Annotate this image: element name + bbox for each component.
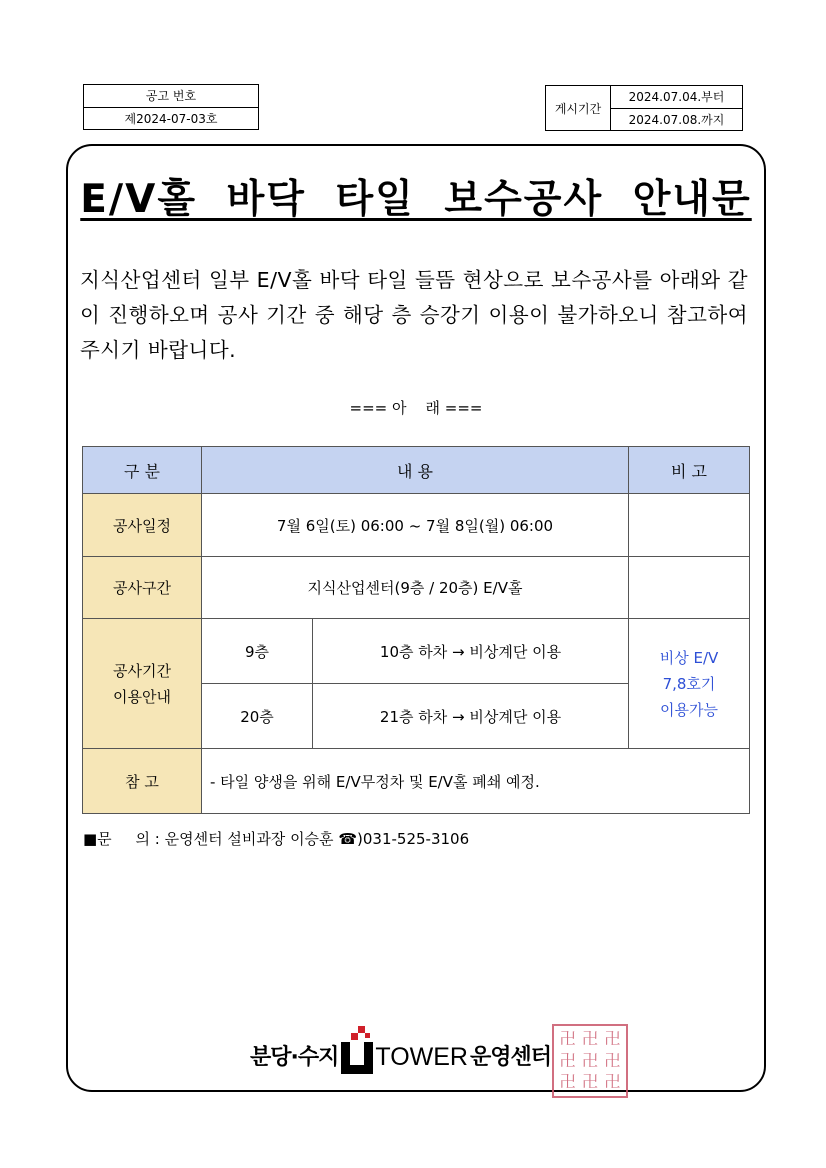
guide-floor-1: 9층 xyxy=(202,619,313,684)
section-note xyxy=(629,557,750,619)
section-value: 지식산업센터(9층 / 20층) E/V홀 xyxy=(202,557,629,619)
guide-note xyxy=(629,619,750,749)
inquiry-phone: ☎)031-525-3106 xyxy=(338,830,470,848)
footer-left-text: 분당·수지 xyxy=(250,1045,339,1070)
posting-period-to: 2024.07.08.까지 xyxy=(628,112,725,127)
guide-note-line3: 이용가능 xyxy=(660,700,718,719)
inquiry-dept: 운영센터 설비과장 이승훈 xyxy=(164,830,334,848)
header-note: 비 고 xyxy=(629,447,750,494)
guide-floor-2: 20층 xyxy=(202,684,313,749)
guide-label-line2: 이용안내 xyxy=(113,687,171,706)
table-row-reference xyxy=(83,749,750,814)
table-row-guide-1 xyxy=(83,619,750,684)
reference-label: 참 고 xyxy=(83,749,202,814)
inquiry-label: ■문 의 : xyxy=(83,830,160,848)
notice-title: E/V홀 바닥 타일 보수공사 안내문 xyxy=(80,177,752,222)
schedule-label: 공사일정 xyxy=(83,494,202,557)
official-seal-icon: 卍 卍 卍 卍 卍 卍 卍 卍 卍 xyxy=(552,1024,628,1098)
posting-period-box xyxy=(545,85,743,131)
table-row-section xyxy=(83,557,750,619)
footer-right-text: 운영센터 xyxy=(469,1045,551,1070)
intro-paragraph: 지식산업센터 일부 E/V홀 바닥 타일 들뜸 현상으로 보수공사를 아래와 같이 진행하오며 공사 기간 중 해당 층 승강기 이용이 불가하오니 참고하여 주시기 바랍니다. xyxy=(80,268,748,362)
guide-instruction-2: 21층 하차 → 비상계단 이용 xyxy=(313,684,629,749)
posting-period-label: 게시기간 xyxy=(546,86,611,130)
table-row-schedule xyxy=(83,494,750,557)
header-category: 구 분 xyxy=(83,447,202,494)
header-content: 내 용 xyxy=(202,447,629,494)
guide-note-line1: 비상 E/V xyxy=(659,648,719,667)
notice-number-label: 공고 번호 xyxy=(84,85,258,108)
u-logo-icon xyxy=(341,1026,373,1074)
footer-signature xyxy=(250,1018,551,1074)
posting-period-from: 2024.07.04.부터 xyxy=(611,86,742,109)
footer-brand-text: TOWER xyxy=(375,1043,468,1071)
posting-period-dates xyxy=(611,86,742,130)
section-marker: === 아 래 === xyxy=(349,399,483,417)
info-table xyxy=(82,446,750,814)
notice-number-box xyxy=(83,84,259,130)
guide-label xyxy=(83,619,202,749)
reference-value: - 타일 양생을 위해 E/V무정차 및 E/V홀 폐쇄 예정. xyxy=(202,749,750,814)
guide-label-line1: 공사기간 xyxy=(113,661,171,680)
table-header-row xyxy=(83,447,750,494)
notice-number-value: 제2024-07-03호 xyxy=(124,112,218,126)
schedule-note xyxy=(629,494,750,557)
schedule-value: 7월 6일(토) 06:00 ~ 7월 8일(월) 06:00 xyxy=(202,494,629,557)
guide-note-line2: 7,8호기 xyxy=(662,674,716,693)
section-label: 공사구간 xyxy=(83,557,202,619)
inquiry-line xyxy=(83,828,469,849)
guide-instruction-1: 10층 하차 → 비상계단 이용 xyxy=(313,619,629,684)
